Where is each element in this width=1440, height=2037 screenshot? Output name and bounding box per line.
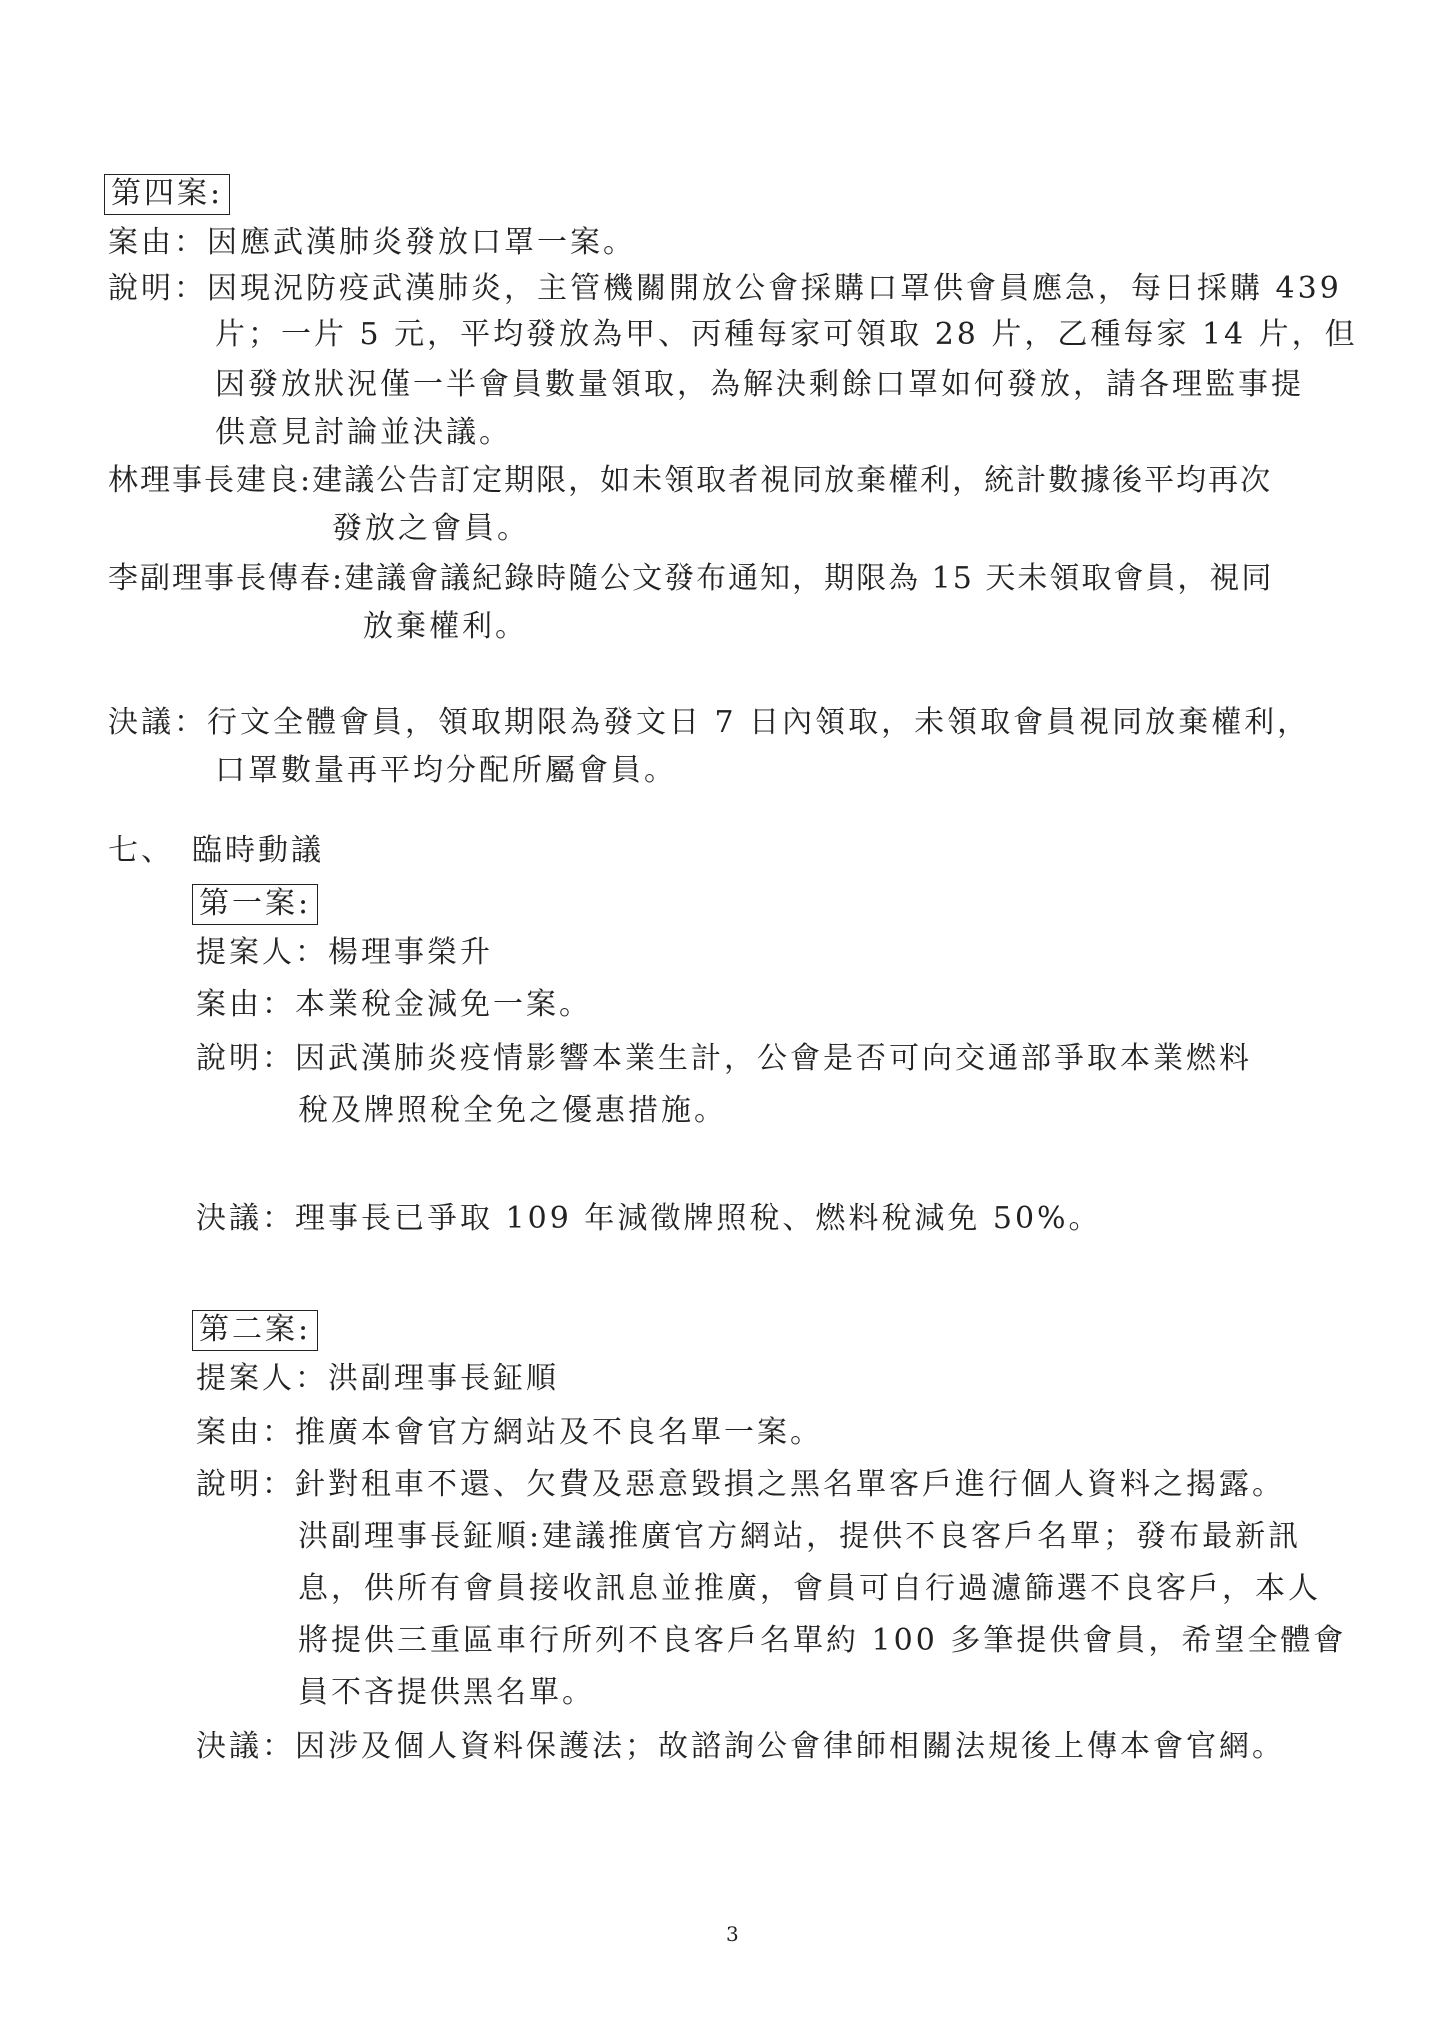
- case4-opinion-li-cont: 放棄權利。: [363, 609, 528, 644]
- case2-explanation-line: 洪副理事長鉦順:建議推廣官方網站，提供不良客戶名單；發布最新訊: [298, 1519, 1302, 1554]
- case4-opinion-li: 李副理事長傳春:建議會議紀錄時隨公文發布通知，期限為 15 天未領取會員，視同: [108, 561, 1274, 596]
- case4-resolution-cont: 口罩數量再平均分配所屬會員。: [215, 753, 677, 788]
- case1-resolution: 決議：理事長已爭取 109 年減徵牌照稅、燃料稅減免 50%。: [196, 1201, 1102, 1236]
- case1-explanation-line: 稅及牌照稅全免之優惠措施。: [298, 1093, 727, 1128]
- case4-explanation-line: 因發放狀況僅一半會員數量領取，為解決剩餘口罩如何發放，請各理監事提: [215, 367, 1304, 402]
- case4-explanation-line: 說明：因現況防疫武漢肺炎，主管機關開放公會採購口罩供會員應急，每日採購 439: [108, 271, 1342, 306]
- section7-heading: 七、 臨時動議: [108, 833, 324, 868]
- case2-explanation-line: 將提供三重區車行所列不良客戶名單約 100 多筆提供會員，希望全體會: [298, 1623, 1347, 1658]
- case4-explanation-line: 供意見討論並決議。: [215, 415, 512, 450]
- case2-heading: 第二案:: [192, 1310, 318, 1351]
- case4-resolution: 決議：行文全體會員，領取期限為發文日 7 日內領取，未領取會員視同放棄權利，: [108, 705, 1311, 740]
- case4-heading: 第四案:: [104, 174, 230, 215]
- case2-explanation-line: 員不吝提供黑名單。: [298, 1675, 595, 1710]
- case2-explanation-line: 說明：針對租車不還、欠費及惡意毀損之黑名單客戶進行個人資料之揭露。: [196, 1467, 1285, 1502]
- page-number: 3: [726, 1922, 739, 1946]
- case2-proposer: 提案人：洪副理事長鉦順: [196, 1361, 559, 1396]
- case4-explanation-line: 片；一片 5 元，平均發放為甲、丙種每家可領取 28 片，乙種每家 14 片，但: [215, 317, 1358, 352]
- case1-explanation-line: 說明：因武漢肺炎疫情影響本業生計，公會是否可向交通部爭取本業燃料: [196, 1041, 1252, 1076]
- case2-resolution: 決議：因涉及個人資料保護法；故諮詢公會律師相關法規後上傳本會官網。: [196, 1729, 1285, 1764]
- case1-reason: 案由：本業稅金減免一案。: [196, 987, 592, 1022]
- case1-heading: 第一案:: [192, 884, 318, 925]
- case4-opinion-lin: 林理事長建良:建議公告訂定期限，如未領取者視同放棄權利，統計數據後平均再次: [108, 463, 1273, 498]
- case4-reason: 案由：因應武漢肺炎發放口罩一案。: [108, 225, 636, 260]
- case2-reason: 案由：推廣本會官方網站及不良名單一案。: [196, 1415, 823, 1450]
- case2-explanation-line: 息，供所有會員接收訊息並推廣，會員可自行過濾篩選不良客戶，本人: [298, 1571, 1321, 1606]
- case4-opinion-lin-cont: 發放之會員。: [332, 511, 530, 546]
- case1-proposer: 提案人：楊理事榮升: [196, 935, 493, 970]
